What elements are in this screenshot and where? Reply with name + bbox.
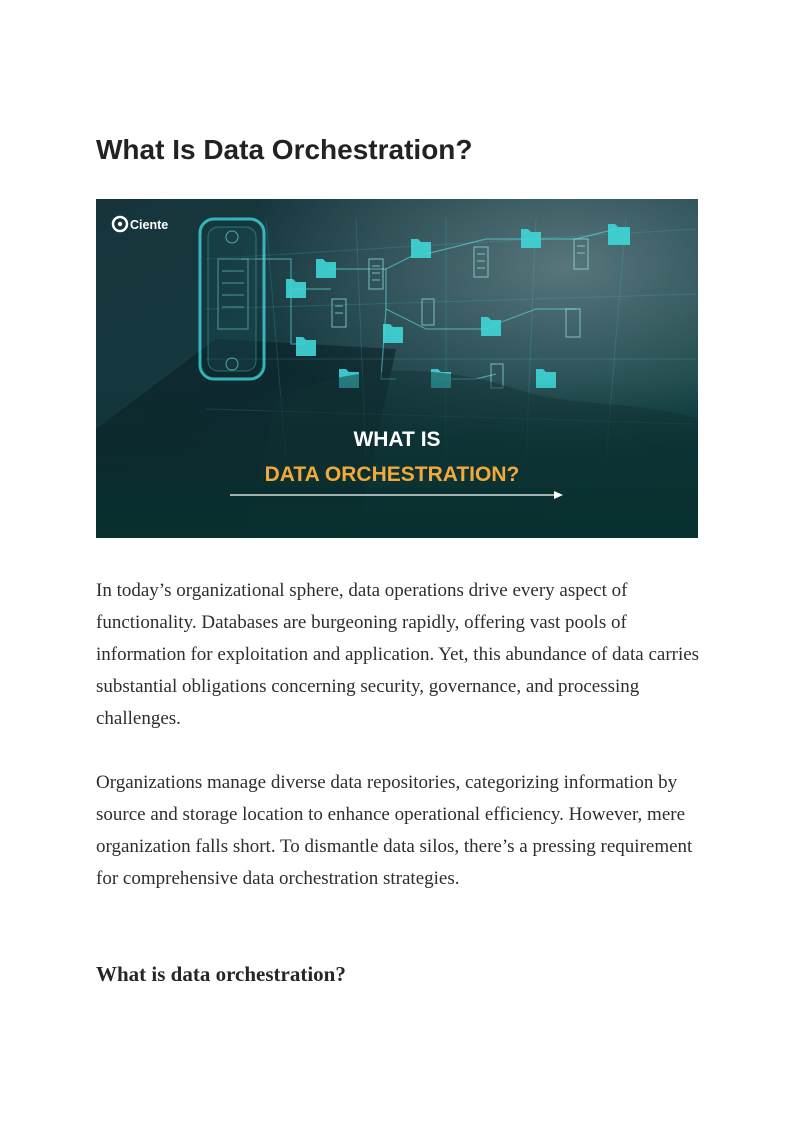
brand-name: Ciente xyxy=(130,218,169,232)
hero-image xyxy=(96,199,698,538)
intro-paragraph: In today’s organizational sphere, data operations drive every aspect of functionality. Databases are burgeoning rapidly, offering vast pools of information for exploitation and application. Yet, this abundance of data carries substantial obligations concerning security, governance, and processing challenges. xyxy=(96,580,700,729)
hero-headline-line1: WHAT IS xyxy=(353,428,441,451)
page-title: What Is Data Orchestration? xyxy=(96,134,473,165)
body-paragraph: Organizations manage diverse data repositories, categorizing information by source and storage location to enhance operational efficiency. However, mere organization falls short. To dismantle data silos, there’s a pressing requirement for comprehensive data orchestration strategies. xyxy=(96,772,693,889)
hero-headline-line2: DATA ORCHESTRATION? xyxy=(264,463,520,486)
section-heading: What is data orchestration? xyxy=(96,962,346,986)
